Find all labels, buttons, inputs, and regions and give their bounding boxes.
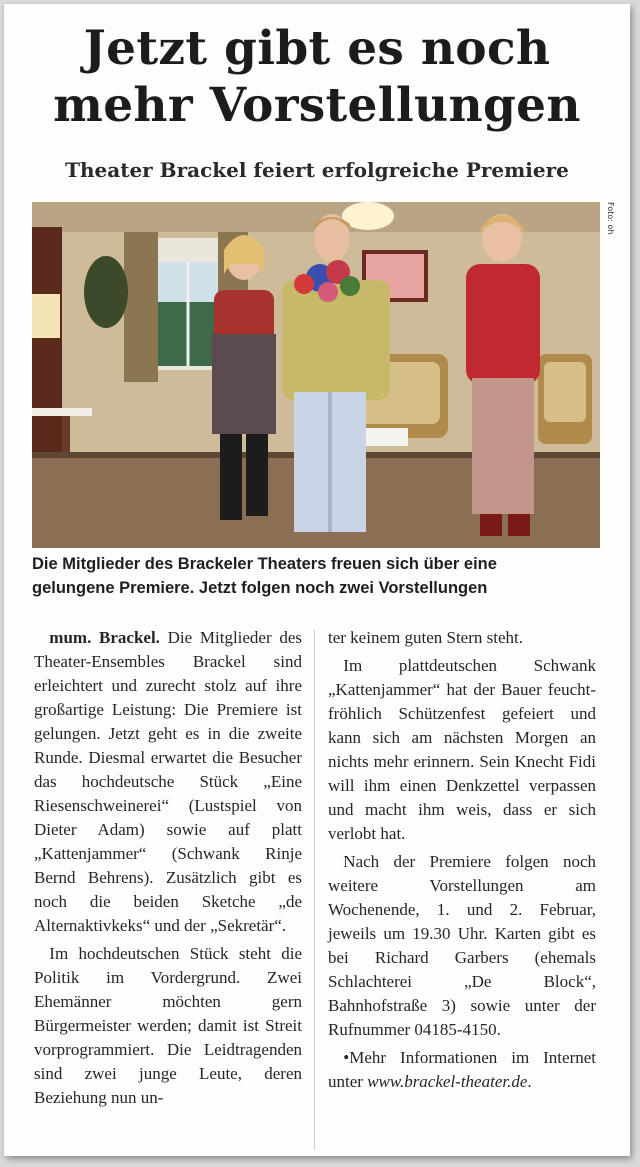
info-suffix: . bbox=[527, 1072, 532, 1091]
headline-line-1: Jetzt gibt es noch bbox=[83, 21, 551, 76]
article-paragraph-3: Im plattdeutschen Schwank „Kattenjammer“ hat der Bauer feucht-fröhlich Schützenfest gefeiert und kann sich am nächsten Morgen an nichts mehr erinnern. Sein Knecht Fidi will ihm einen Denkzettel verpassen und macht ihm weis, dass er sich verlobt hat. bbox=[328, 656, 596, 843]
headline bbox=[4, 20, 630, 134]
headline-line-2: mehr Vorstellungen bbox=[53, 78, 581, 133]
article-paragraph-2-continued: ter keinem guten Stern steht. bbox=[328, 628, 523, 647]
stage-photo bbox=[32, 202, 600, 548]
info-prefix: •Mehr Informationen im Internet unter bbox=[328, 1048, 596, 1091]
article-paragraph-1-text: Die Mitglieder des Theater-Ensembles Brackel sind erleichtert und zurecht stolz auf ihre großartige Leistung: Die Premiere ist gelungen. Jetzt geht es in die zweite Runde. Diesmal erwartet die Besucher das hochdeutsche Stück „Eine Riesenschweinerei“ (Lustspiel von Dieter Adam) sowie auf platt „Kattenjammer“ (Schwank Rinje Bernd Behrens). Zusätzlich gibt es noch die beiden Sketche „de Alternaktivkeks“ und der „Sekretär“. bbox=[34, 628, 303, 935]
caption-line-2: gelungene Premiere. Jetzt folgen noch zwei Vorstellungen bbox=[32, 579, 488, 597]
website-link[interactable]: www.brackel-theater.de bbox=[367, 1072, 528, 1091]
article-column-right bbox=[328, 626, 596, 1094]
stage-photo-illustration bbox=[32, 202, 600, 548]
column-divider bbox=[314, 630, 315, 1150]
article-column-left bbox=[34, 626, 302, 1110]
photo-credit: Foto: oh bbox=[606, 202, 615, 235]
newspaper-clipping bbox=[4, 4, 630, 1156]
subheadline: Theater Brackel feiert erfolgreiche Premiere bbox=[65, 158, 569, 182]
article-info-line bbox=[328, 1046, 596, 1094]
article-paragraph-2: Im hochdeutschen Stück steht die Politik im Vordergrund. Zwei Ehemänner möchten gern Bürgermeister werden; damit ist Streit vorprogrammiert. Die Leidtragenden sind zwei junge Leute, deren Beziehung nun un- bbox=[34, 944, 302, 1107]
dateline: mum. Brackel. bbox=[49, 628, 160, 647]
photo-caption bbox=[32, 552, 612, 600]
article-paragraph-4: Nach der Premiere folgen noch weitere Vorstellungen am Wochenende, 1. und 2. Februar, jeweils um 19.30 Uhr. Karten gibt es bei Richard Garbers (ehemals Schlachterei „De Block“, Bahnhofstraße 3) sowie unter der Rufnummer 04185-4150. bbox=[328, 852, 596, 1039]
article-paragraph-1 bbox=[34, 626, 302, 938]
caption-line-1: Die Mitglieder des Brackeler Theaters freuen sich über eine bbox=[32, 555, 497, 573]
